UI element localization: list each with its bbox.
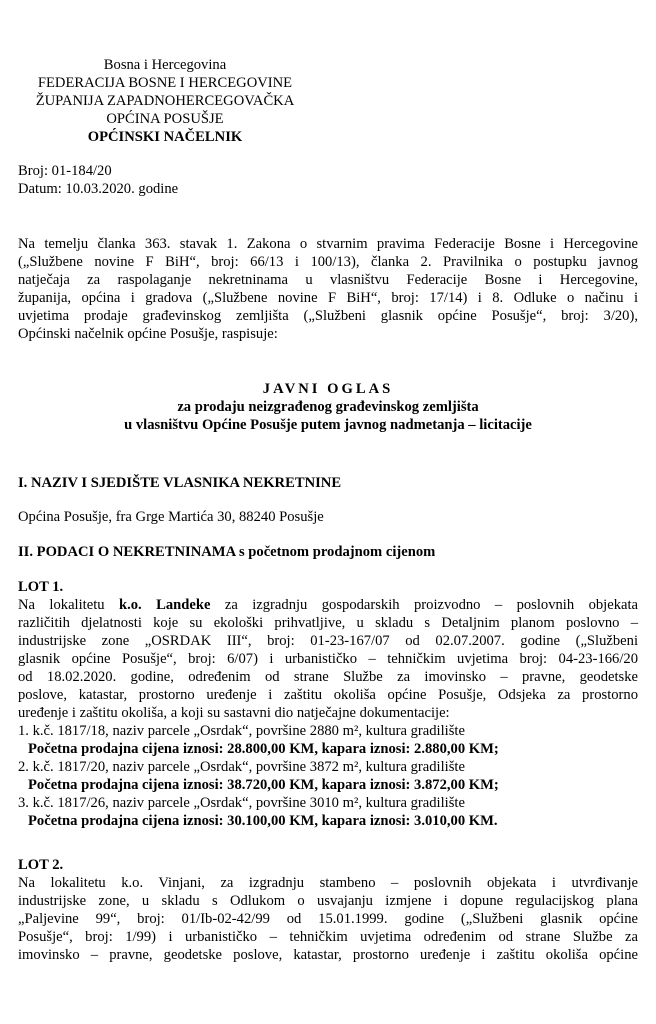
lot-1-parcel-2-price: Početna prodajna cijena iznosi: 38.720,00 KM, kapara iznosi: 3.872,00 KM; [28,777,499,793]
lot-2-line: Posušje“, broj: 1/99) i urbanističko – tehničkim uvjetima određenim od strane Službe za [18,929,638,945]
lot-2-line: Na lokalitetu k.o. Vinjani, za izgradnju stambeno – poslovnih objekata i utvrđivanje [18,875,638,891]
title-subtitle-2: u vlasništvu Općine Posušje putem javnog nadmetanja – licitacije [124,417,532,433]
lot-1-description [18,596,638,722]
lot-1-line: različitih djelatnosti koje su ekološki prihvatljive, u skladu s Detaljnim planom poslovno – [18,615,638,631]
lot-1-line: glasnik općine Posušje“, broj: 6/07) i urbanističko – tehničkim uvjetima broj: 04-23-166/20 [18,651,638,667]
header-office: OPĆINSKI NAČELNIK [87,129,243,145]
lot-1-line: od 18.02.2020. godine, određenim od strane Službe za imovinsko – pravne, geodetske [18,669,638,685]
lot-2-line: industrijske zone, u skladu s Odlukom o usvajanju izmjene i dopune regulacijskog plana [18,893,638,909]
title-main: JAVNI OGLAS [262,381,394,397]
title-subtitle-1: za prodaju neizgrađenog građevinskog zemljišta [177,399,479,415]
reference-number: Broj: 01-184/20 [18,163,112,179]
header-federation: FEDERACIJA BOSNE I HERCEGOVINE [37,75,293,91]
section-2-heading: II. PODACI O NEKRETNINAMA s početnom prodajnom cijenom [18,544,436,560]
lot-1-parcel-3: 3. k.č. 1817/26, naziv parcele „Osrdak“, površine 3010 m², kultura gradilište [18,795,465,811]
intro-line: županija, općina i gradova („Službene novine F BiH“, broj: 17/14) i 8. Odluke o načinu i [18,290,638,306]
lot-1-line: industrijske zone „OSRDAK III“, broj: 01-23-167/07 od 02.07.2007. godine („Službeni [18,633,638,649]
lot-1-parcel-1: 1. k.č. 1817/18, naziv parcele „Osrdak“, površine 2880 m², kultura gradilište [18,723,465,739]
lot-2-description [18,874,638,964]
lot-1-heading: LOT 1. [18,579,64,595]
announcement-title [0,380,656,434]
lot-2-line: „Paljevine 99“, broj: 01/Ib-02-42/99 od 15.01.1999. godine („Službeni glasnik općine [18,911,638,927]
intro-line: natječaja za raspolaganje nekretninama u vlasništvu Federacije Bosne i Hercegovine, [18,272,638,288]
lot-1-parcel-2: 2. k.č. 1817/20, naziv parcele „Osrdak“, površine 3872 m², kultura gradilište [18,759,465,775]
intro-line: („Službene novine F BiH“, broj: 66/13 i 100/13), članka 2. Pravilnika o postupku javnog [18,254,638,270]
header-canton: ŽUPANIJA ZAPADNOHERCEGOVAČKA [35,93,295,109]
document-date: Datum: 10.03.2020. godine [18,181,179,197]
intro-line: Općinski načelnik općine Posušje, raspisuje: [18,326,278,342]
document-meta [18,162,178,198]
lot-2-heading: LOT 2. [18,857,64,873]
intro-line: uvjetima prodaje građevinskog zemljišta („Službeni glasnik općine Posušje“, broj: 3/20), [18,308,638,324]
lot-1-parcel-1-price: Početna prodajna cijena iznosi: 28.800,00 KM, kapara iznosi: 2.880,00 KM; [28,741,499,757]
lot-2-line: imovinsko – pravne, geodetske poslove, katastar, prostorno uređenje i zaštitu okoliša općine [18,947,638,963]
header-country: Bosna i Hercegovina [103,57,227,73]
owner-address: Općina Posušje, fra Grge Martića 30, 88240 Posušje [18,509,324,525]
lot-1-line-first: Na lokalitetu k.o. Landeke za izgradnju gospodarskih proizvodno – poslovnih objekata [18,597,639,613]
lot-1-parcel-3-price: Početna prodajna cijena iznosi: 30.100,00 KM, kapara iznosi: 3.010,00 KM. [28,813,498,829]
lot-1-line: poslove, katastar, prostorno uređenje i zaštitu okoliša općine Posušje, Odsjeka za prostorno [18,687,638,703]
lot-1-line: uređenje i zaštitu okoliša, a koji su sastavni dio natječajne dokumentacije: [18,705,450,721]
intro-paragraph [18,235,638,343]
header-municipality: OPĆINA POSUŠJE [106,111,224,127]
section-1-heading: I. NAZIV I SJEDIŠTE VLASNIKA NEKRETNINE [18,475,342,491]
intro-line: Na temelju članka 363. stavak 1. Zakona o stvarnim pravima Federacije Bosne i Hercegovine [18,236,638,252]
